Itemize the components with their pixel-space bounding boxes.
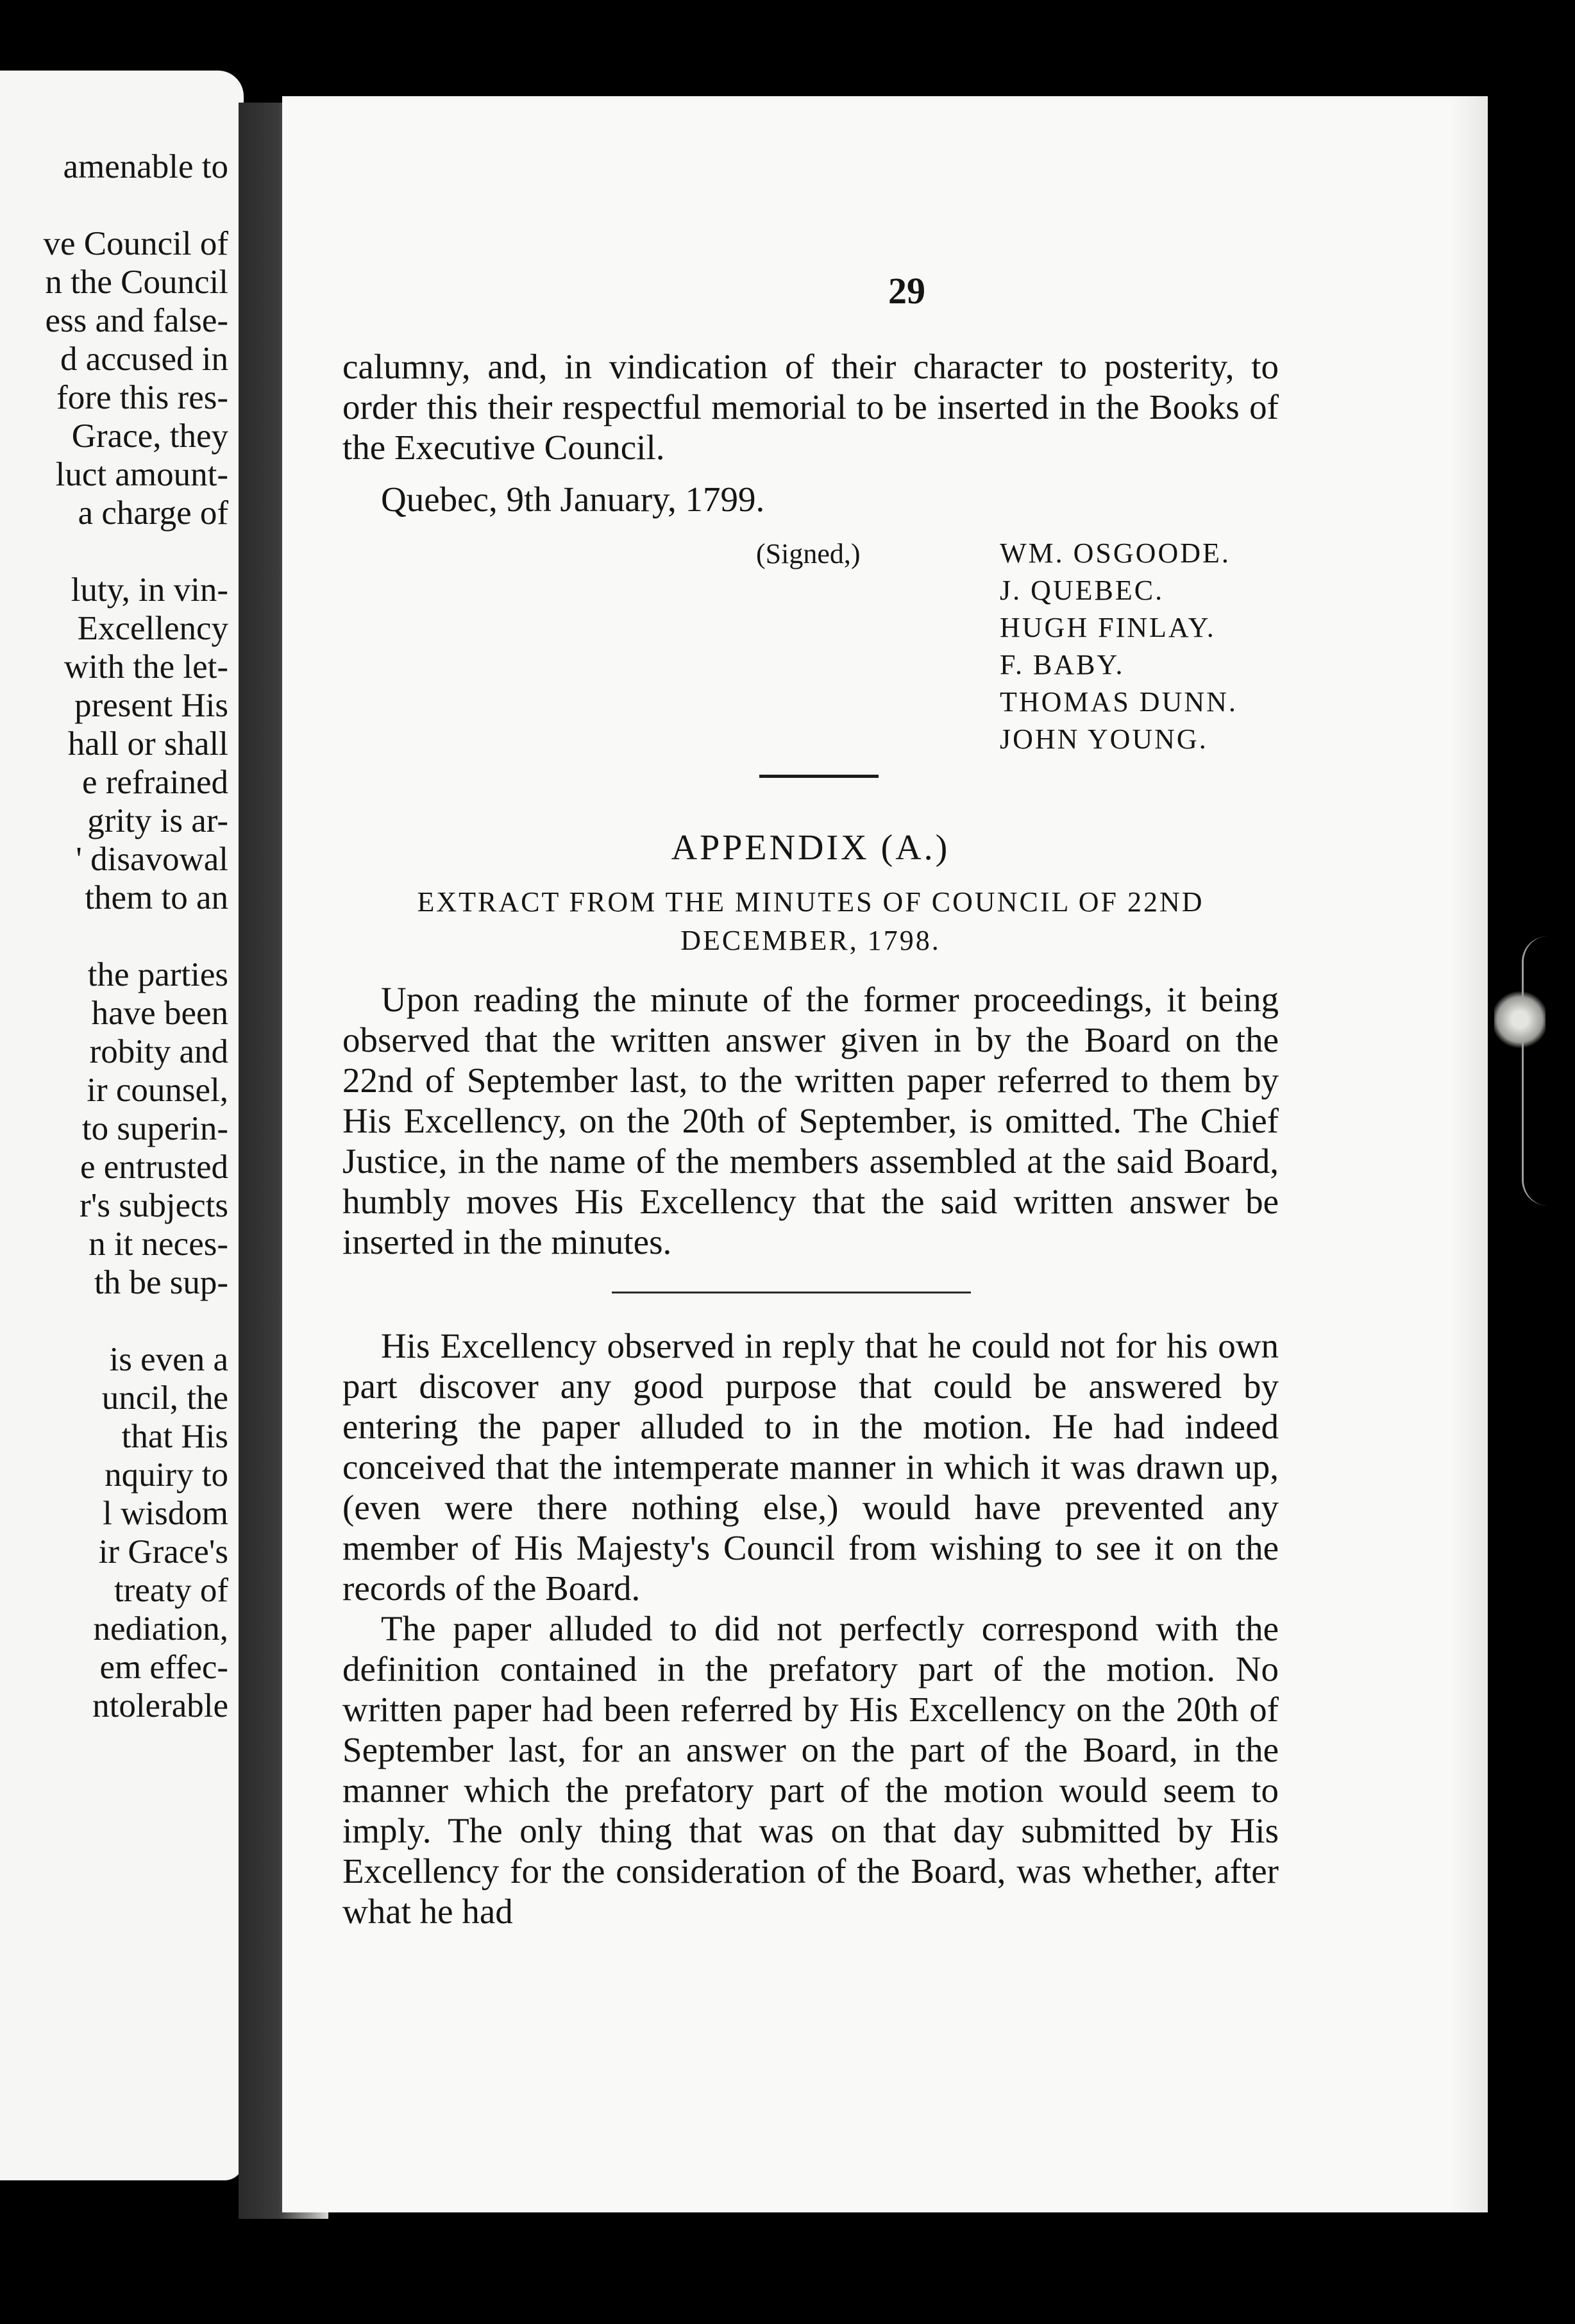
previous-page-line: r's subjects [80,1187,228,1224]
previous-page-line: ir Grace's [98,1533,228,1570]
previous-page-line: them to an [85,879,228,916]
previous-page-line: ir counsel, [87,1072,228,1109]
previous-page-line: th be sup- [94,1264,228,1301]
previous-page-line: Grace, they [71,417,228,455]
signatory: F. BABY. [1000,649,1125,680]
previous-page-line: luct amount- [55,456,228,493]
signatory: WM. OSGOODE. [1000,537,1231,569]
previous-page-line: with the let- [63,648,228,686]
previous-page-line: e entrusted [80,1149,228,1186]
previous-page-line: nquiry to [105,1456,228,1494]
previous-page-fragment [0,71,244,2180]
signatory-list [1000,535,1282,758]
previous-page-line: treaty of [114,1572,228,1609]
previous-page-line: n the Council [45,264,228,301]
previous-page-line: fore this res- [56,379,228,416]
signatory: JOHN YOUNG. [1000,723,1208,755]
page-edge-shade [1449,96,1488,2212]
date-line: Quebec, 9th January, 1799. [381,480,765,519]
paragraph-block [342,979,1279,1262]
appendix-title: APPENDIX (A.) [671,828,950,868]
previous-page-line: that His [121,1418,228,1455]
previous-page-line: to superin- [81,1110,228,1147]
previous-page-line: grity is ar- [87,802,228,839]
paragraph: Upon reading the minute of the former proceedings, it being observed that the written answer given in by the Board on the 22nd of September last, to the written paper referred to them by His Excellency, on the 20th of September, is omitted. The Chief Justice, in the name of the members assembled at the said Board, humbly moves His Excellency that the said written answer be inserted in the minutes. [342,980,1279,1261]
previous-page-line: ' disavowal [76,841,228,878]
previous-page-line: ve Council of [43,225,228,262]
signatory: HUGH FINLAY. [1000,612,1216,643]
previous-page-line: robity and [89,1033,228,1070]
previous-page-line: hall or shall [67,725,228,762]
previous-page-line: is even a [109,1341,228,1378]
section-divider [759,775,879,778]
previous-page-line: ess and false- [45,302,228,339]
paragraph: The paper alluded to did not perfectly correspond with the definition contained in the prefatory part of the motion. No written paper had been referred by His Excellency on the 20th of September last, for an answer on the part of the Board, in the manner which the prefatory part of the motion would seem to imply. The only thing that was on that day submitted by His Excellency for the consideration of the Board, was whether, after what he had [342,1609,1279,1931]
previous-page-line: a charge of [78,494,228,532]
document-page [282,96,1488,2212]
previous-page-line: luty, in vin- [71,571,228,609]
opening-paragraph: calumny, and, in vindication of their character to posterity, to order this their respectful memorial to be inserted in the Books of the Executive Council. [342,347,1279,467]
previous-page-line: amenable to [63,148,228,185]
previous-page-line: n it neces- [88,1225,228,1263]
previous-page-line: have been [91,995,228,1032]
paragraph: His Excellency observed in reply that he could not for his own part discover any good purpose that could be answered by entering the paper alluded to in the motion. He had indeed conceived that the intemperate manner in which it was drawn up, (even were there nothing else,) would have prevented any member of His Majesty's Council from wishing to see it on the records of the Board. [342,1326,1279,1608]
signatory: THOMAS DUNN. [1000,686,1238,718]
signatory: J. QUEBEC. [1000,575,1165,606]
previous-page-line: Excellency [77,610,228,647]
previous-page-line: present His [74,687,228,724]
previous-page-line: nediation, [93,1610,228,1647]
previous-page-line: e refrained [81,764,228,801]
stray-hair-mark [1522,936,1575,1206]
page-number: 29 [888,270,925,312]
previous-page-line: d accused in [60,341,228,378]
previous-page-line: em effec- [99,1649,228,1686]
signed-label: (Signed,) [756,538,861,569]
previous-page-line: l wisdom [103,1495,228,1532]
previous-page-line: the parties [87,956,228,993]
page-body [342,346,1279,1932]
paragraph-divider [612,1292,971,1293]
signature-block [342,528,1279,755]
previous-page-line: ntolerable [92,1687,228,1724]
paper-speck [1494,988,1546,1052]
previous-page-line: uncil, the [101,1379,228,1417]
extract-title: EXTRACT FROM THE MINUTES OF COUNCIL OF 22ND DECEMBER, 1798. [417,886,1204,956]
